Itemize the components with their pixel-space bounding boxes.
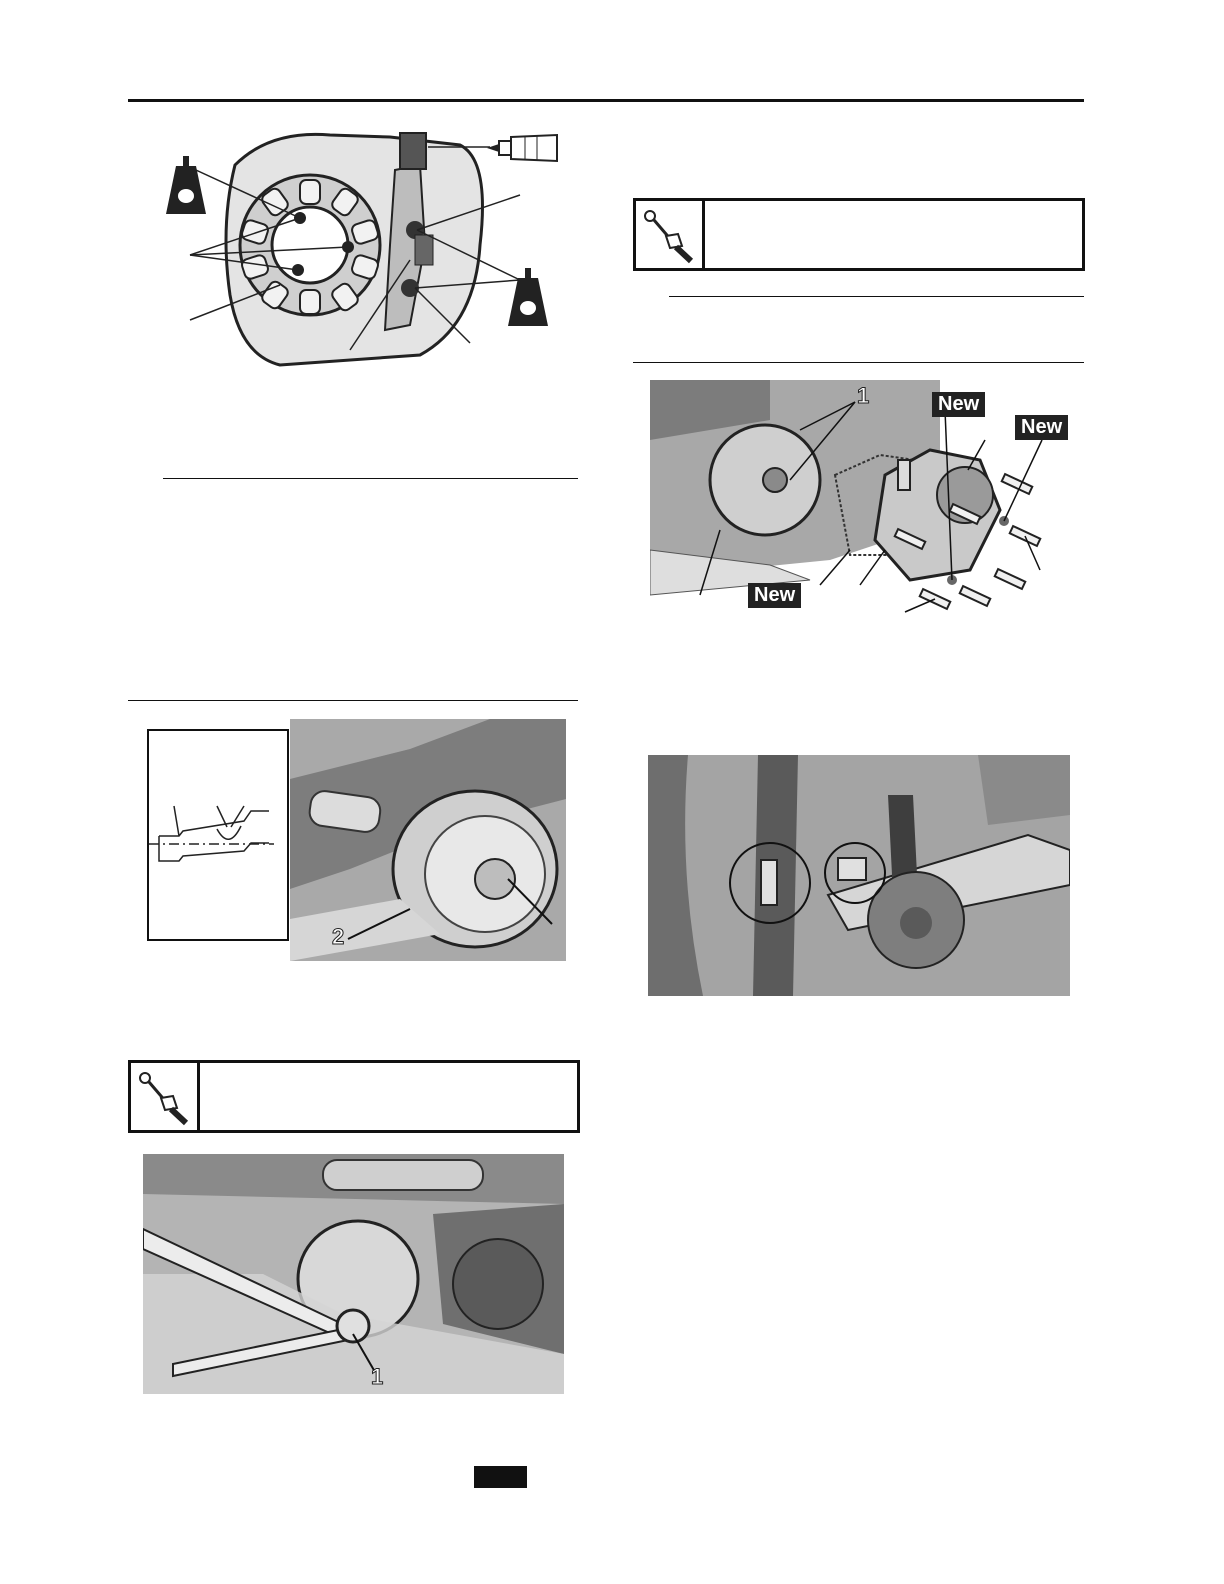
tool-icon-cell: [131, 1063, 200, 1130]
rotor-photo: [290, 719, 566, 961]
rotor-callout-2: 2: [332, 924, 345, 949]
header-rule: [128, 99, 1084, 102]
section-rule: [163, 478, 578, 479]
section-rule: [633, 362, 1084, 363]
sealant-bottle-icon: [485, 133, 560, 163]
tool-icon-cell: [636, 201, 705, 268]
cover-install-figure: [650, 380, 1070, 615]
threadlock-icon: [506, 268, 550, 328]
new-part-tag: New: [1015, 415, 1068, 440]
new-part-tag: New: [748, 583, 801, 608]
new-part-tag: New: [932, 392, 985, 417]
torque-wrench-icon: [131, 1063, 197, 1130]
page-number-tab: [474, 1466, 527, 1488]
rotor-removal-photo: [143, 1154, 564, 1394]
section-rule: [128, 700, 578, 701]
torque-wrench-icon: [636, 201, 702, 268]
connectors-photo: [648, 755, 1070, 996]
threadlock-icon: [164, 156, 208, 216]
torque-tool-box: [128, 1060, 580, 1133]
rotor-removal-callout-1: 1: [371, 1364, 384, 1389]
torque-tool-box: [633, 198, 1085, 271]
shaft-detail-box: [147, 729, 289, 941]
cover-install-callout-1: 1: [857, 383, 870, 408]
section-rule: [669, 296, 1084, 297]
